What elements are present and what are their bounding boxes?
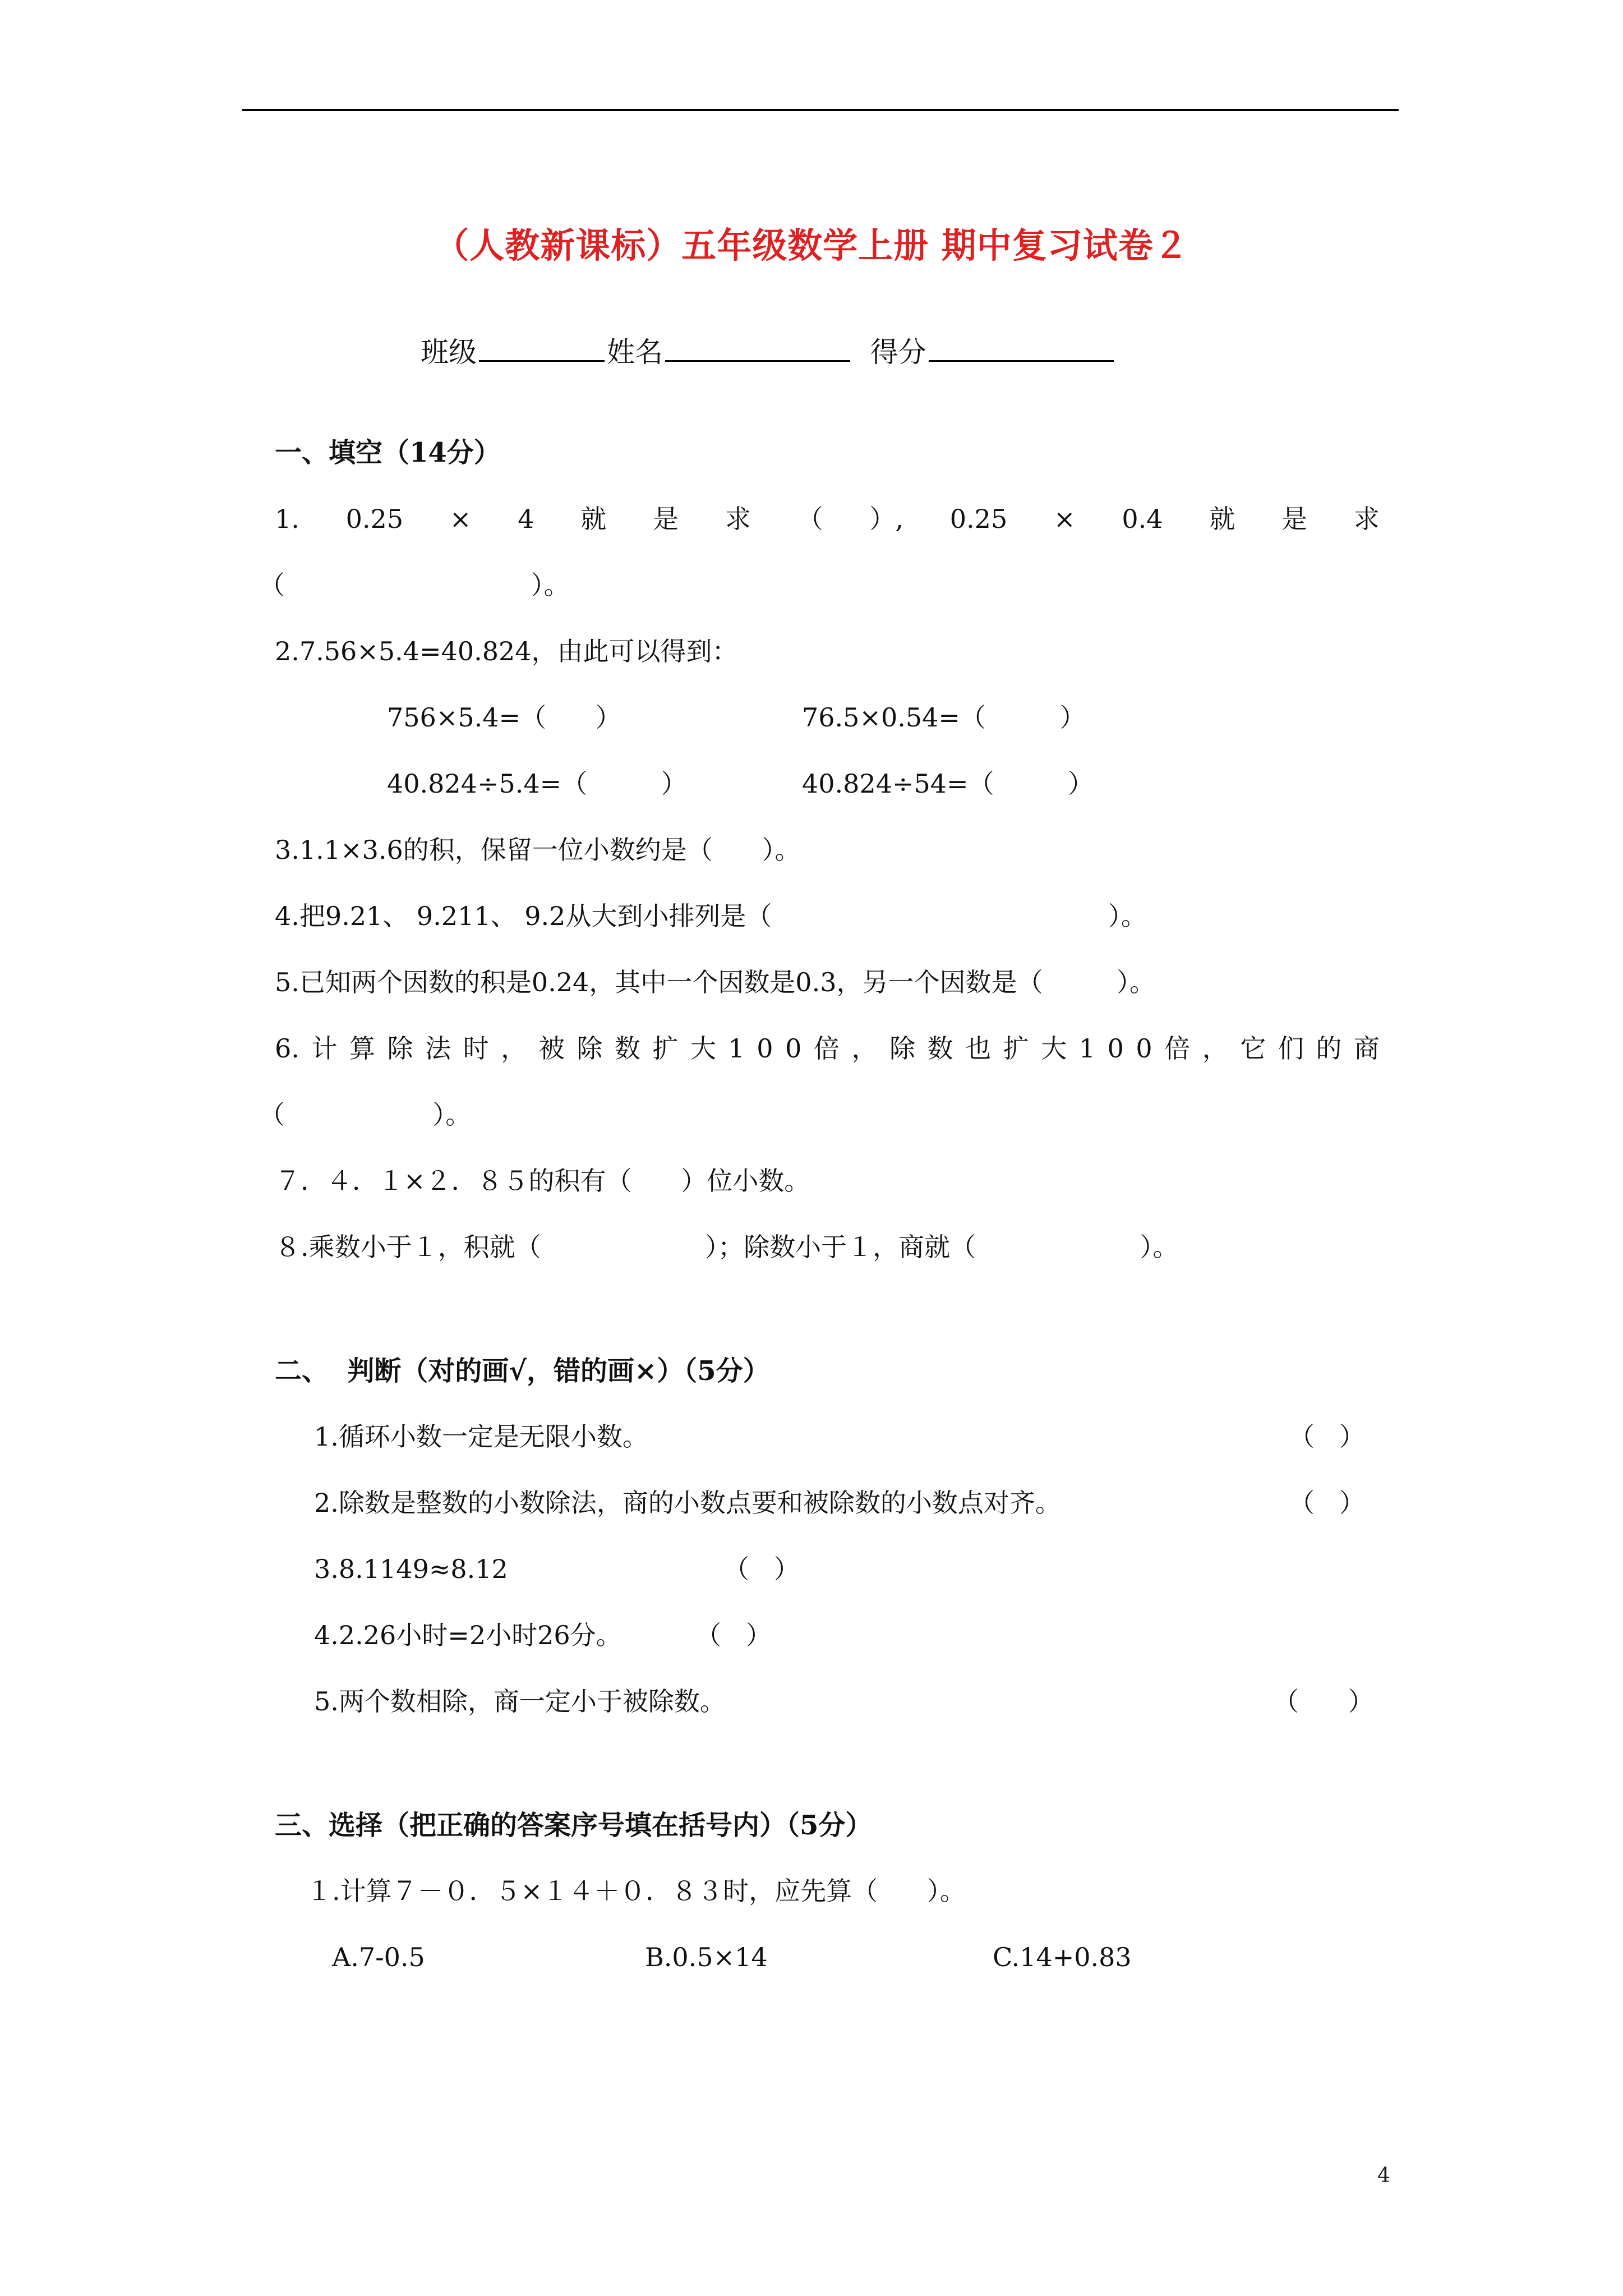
q6-token: 商 <box>1353 1033 1380 1064</box>
q1-token: ）, <box>869 504 904 534</box>
section2-q4: 4.2.26小时=2小时26分。 <box>314 1620 622 1650</box>
section1-q7: ７．４．１×２．８５的积有（ ）位小数。 <box>275 1166 810 1196</box>
q6-token: 大 <box>1041 1033 1067 1064</box>
q6-token: 计 <box>311 1033 338 1064</box>
q6-token: 倍 <box>1164 1033 1191 1064</box>
q6-token: 0 <box>1136 1033 1152 1064</box>
page-title: （人教新课标）五年级数学上册 期中复习试卷２ <box>434 225 1189 266</box>
q6-token: 时 <box>463 1033 489 1064</box>
q1-token: 4 <box>518 504 534 534</box>
section1-q6-line2: （ ）。 <box>259 1099 472 1130</box>
q6-token: 数 <box>614 1033 640 1064</box>
q6-token: 大 <box>690 1033 716 1064</box>
score-blank[interactable] <box>929 332 1114 362</box>
page-number: 4 <box>1377 2164 1390 2187</box>
q6-token: 它 <box>1240 1033 1266 1064</box>
section1-q1-line1 <box>275 506 1380 532</box>
section2-q2: 2.除数是整数的小数除法，商的小数点要和被除数的小数点对齐。 <box>314 1488 1061 1518</box>
section1-q4: 4.把9.21、 9.211、 9.2从大到小排列是（ ）。 <box>275 901 1147 931</box>
section1-q2-c: 40.824÷5.4=（ ） <box>387 769 687 799</box>
section2-q4-mark[interactable]: （ ） <box>695 1620 772 1650</box>
q6-token: 除 <box>387 1033 413 1064</box>
section3-option-b[interactable]: B.0.5×14 <box>645 1942 768 1972</box>
student-info <box>421 330 1116 370</box>
q1-token: 求 <box>725 504 751 534</box>
section2-q2-mark[interactable]: （ ） <box>1289 1488 1365 1518</box>
q6-token: 6. <box>275 1033 299 1064</box>
q1-token: 是 <box>653 504 679 534</box>
section2-q3: 3.8.1149≈8.12 <box>314 1554 508 1584</box>
q6-token: 0 <box>1107 1033 1124 1064</box>
section2-q1: 1.循环小数一定是无限小数。 <box>314 1421 648 1452</box>
section1-heading: 一、填空（14分） <box>275 437 501 468</box>
q6-token: 们 <box>1278 1033 1304 1064</box>
section3-q1: １.计算７－０．５×１４＋０．８３时，应先算（ ）。 <box>306 1876 966 1906</box>
section1-q2-d: 40.824÷54=（ ） <box>802 769 1094 799</box>
q1-token: 就 <box>1209 504 1235 534</box>
section1-q2-b: 76.5×0.54=（ ） <box>802 702 1086 733</box>
section2-q3-mark[interactable]: （ ） <box>723 1554 800 1584</box>
q1-token: × <box>449 504 472 534</box>
q6-token: ， <box>501 1033 527 1064</box>
score-label: 得分 <box>870 336 926 369</box>
q1-token: 0.25 <box>345 504 404 534</box>
q6-token: 0 <box>757 1033 773 1064</box>
section1-q2: 2.7.56×5.4=40.824，由此可以得到： <box>275 636 738 666</box>
q1-token: 就 <box>580 504 607 534</box>
name-label: 姓名 <box>607 336 663 369</box>
q6-token: 算 <box>349 1033 375 1064</box>
q1-token: 求 <box>1353 504 1380 534</box>
q1-token: 1. <box>275 504 299 534</box>
section3-heading: 三、选择（把正确的答案序号填在括号内）（5分） <box>275 1810 873 1841</box>
q1-token: 是 <box>1281 504 1308 534</box>
q6-token: 扩 <box>1003 1033 1029 1064</box>
q6-token: 1 <box>728 1033 745 1064</box>
q6-token: 的 <box>1316 1033 1342 1064</box>
section1-q5: 5.已知两个因数的积是0.24，其中一个因数是0.3，另一个因数是（ ）。 <box>275 967 1156 997</box>
q6-token: ， <box>851 1033 878 1064</box>
q6-token: 法 <box>425 1033 451 1064</box>
q6-token: 被 <box>538 1033 565 1064</box>
section2-q1-mark[interactable]: （ ） <box>1289 1421 1365 1452</box>
q6-token: 扩 <box>652 1033 679 1064</box>
section1-q1-line2: （ ）。 <box>259 570 570 600</box>
q6-token: 倍 <box>813 1033 840 1064</box>
q6-token: 0 <box>785 1033 802 1064</box>
class-blank[interactable] <box>479 332 605 362</box>
q1-token: 0.25 <box>949 504 1008 534</box>
section2-q5-mark[interactable]: （ ） <box>1273 1686 1374 1717</box>
section2-heading: 二、 判断（对的画√，错的画×）（5分） <box>275 1355 770 1387</box>
section1-q3: 3.1.1×3.6的积，保留一位小数约是（ ）。 <box>275 835 801 865</box>
section1-q6-line1 <box>275 1033 1380 1064</box>
q1-token: 0.4 <box>1122 504 1163 534</box>
class-label: 班级 <box>421 336 477 369</box>
q6-token: ， <box>1202 1033 1228 1064</box>
q6-token: 也 <box>965 1033 992 1064</box>
header-rule <box>242 109 1399 111</box>
q1-token: （ <box>797 504 823 534</box>
section1-q2-a: 756×5.4=（ ） <box>387 702 621 733</box>
q6-token: 数 <box>927 1033 953 1064</box>
section3-option-c[interactable]: C.14+0.83 <box>993 1942 1132 1972</box>
q1-token: × <box>1054 504 1076 534</box>
section1-q8: ８.乘数小于１，积就（ ）；除数小于１，商就（ ）。 <box>275 1232 1179 1262</box>
q6-token: 除 <box>577 1033 603 1064</box>
section3-option-a[interactable]: A.7-0.5 <box>332 1942 425 1972</box>
name-blank[interactable] <box>665 332 850 362</box>
section2-q5: 5.两个数相除，商一定小于被除数。 <box>314 1686 726 1717</box>
q6-token: 除 <box>889 1033 916 1064</box>
q6-token: 1 <box>1078 1033 1096 1064</box>
